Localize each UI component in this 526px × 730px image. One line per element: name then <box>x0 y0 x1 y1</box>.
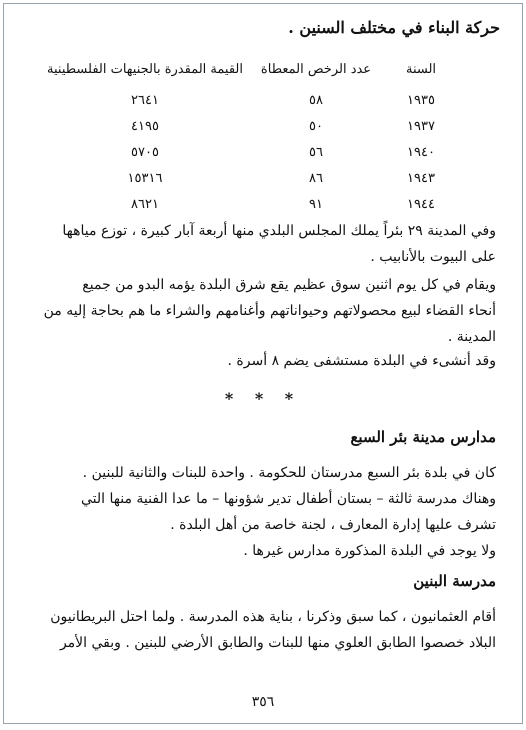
text-line: البلاد خصصوا الطابق العلوي منها للبنات والطابق الأرضي للبنين . وبقي الأمر <box>59 635 496 651</box>
paragraph-boys-school <box>30 604 496 656</box>
text-line: تشرف عليها إدارة المعارف ، لجنة خاصة من أهل البلدة . <box>170 517 496 533</box>
cell-permits: ٥٨ <box>309 92 323 108</box>
text-line: ويقام في كل يوم اثنين سوق عظيم يقع شرق البلدة يؤمه البدو من جميع <box>82 277 496 293</box>
header-year: السنة <box>405 62 437 77</box>
cell-permits: ٥٦ <box>309 144 323 160</box>
cell-value: ١٥٣١٦ <box>127 170 163 186</box>
section-title-boys-school: مدرسة البنين <box>413 572 496 590</box>
table-header-row <box>34 62 466 87</box>
cell-value: ٥٧٠٥ <box>131 144 159 160</box>
paragraph-wells <box>30 218 496 270</box>
cell-value: ٢٦٤١ <box>131 92 159 108</box>
text-line: أنحاء القضاء لبيع محصولاتهم وحيواناتهم وأغنامهم والشراء ما هم بحاجة إليه من <box>43 303 496 319</box>
header-permits: عدد الرخص المعطاة <box>260 62 372 77</box>
text-line: على البيوت بالأنابيب . <box>370 249 496 265</box>
text-line: أقام العثمانيون ، كما سبق وذكرنا ، بناية هذه المدرسة . ولما احتل البريطانيون <box>50 609 496 625</box>
text-line: وفي المدينة ٢٩ بئراً يملك المجلس البلدي منها أربعة آبار كبيرة ، توزع مياهها <box>62 223 496 239</box>
cell-permits: ٩١ <box>309 196 323 212</box>
section-title-schools: مدارس مدينة بئر السبع <box>350 428 496 446</box>
cell-permits: ٥٠ <box>309 118 323 134</box>
cell-value: ٨٦٢١ <box>131 196 159 212</box>
table-row <box>34 165 466 191</box>
page-heading: حركة البناء في مختلف السنين . <box>288 18 500 37</box>
text-line: وقد أنشىء في البلدة مستشفى يضم ٨ أسرة . <box>227 353 496 369</box>
cell-year: ١٩٤٠ <box>407 144 435 160</box>
table-row <box>34 87 466 113</box>
construction-table <box>34 62 466 217</box>
table-row <box>34 113 466 139</box>
text-line: ولا يوجد في البلدة المذكورة مدارس غيرها . <box>243 543 496 559</box>
table-row <box>34 191 466 217</box>
table-row <box>34 139 466 165</box>
cell-permits: ٨٦ <box>309 170 323 186</box>
header-value: القيمة المقدرة بالجنيهات الفلسطينية <box>47 62 243 77</box>
cell-year: ١٩٤٤ <box>407 196 435 212</box>
cell-year: ١٩٣٥ <box>407 92 435 108</box>
text-line: وهناك مدرسة ثالثة – بستان أطفال تدير شؤونها – ما عدا الفنية منها التي <box>81 491 496 507</box>
text-line: المدينة . <box>447 329 496 345</box>
section-divider-stars: * * * <box>224 389 302 408</box>
text-line: كان في بلدة بئر السبع مدرستان للحكومة . واحدة للبنات والثانية للبنين . <box>82 465 496 481</box>
cell-year: ١٩٣٧ <box>407 118 435 134</box>
paragraph-schools <box>30 460 496 564</box>
document-page <box>3 3 523 724</box>
page-number: ٣٥٦ <box>251 694 275 710</box>
paragraph-hospital <box>30 348 496 374</box>
cell-year: ١٩٤٣ <box>407 170 435 186</box>
paragraph-market <box>30 272 496 350</box>
cell-value: ٤١٩٥ <box>131 118 159 134</box>
